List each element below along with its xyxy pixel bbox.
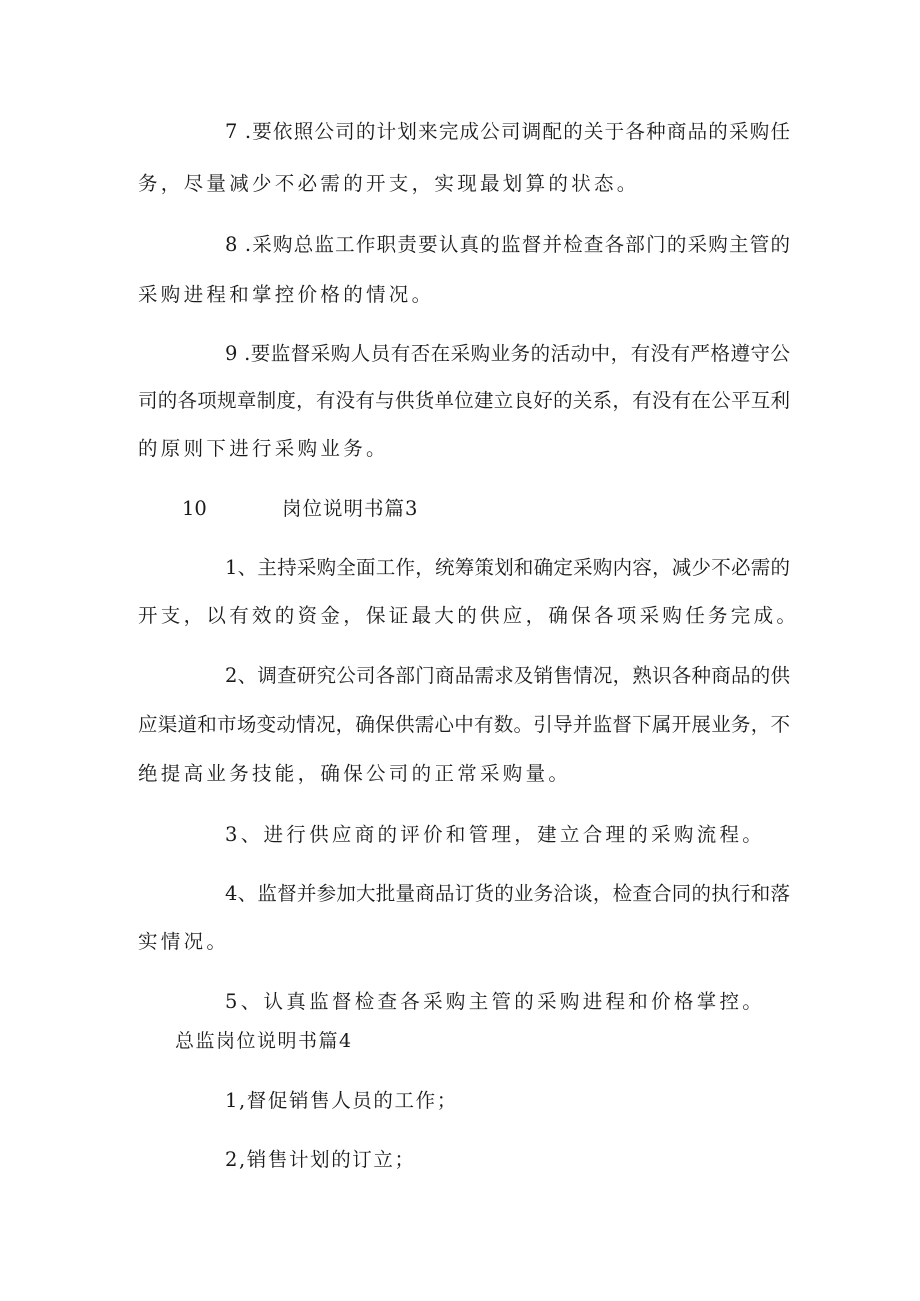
section-3-para-5-line-1: 5、认真监督检查各采购主管的采购进程和价格掌控。 xyxy=(225,990,766,1013)
section-3-para-4-line-1: 4、监督并参加大批量商品订货的业务洽谈，检查合同的执行和落 xyxy=(225,882,790,905)
section-3-para-2-line-3: 绝提高业务技能，确保公司的正常采购量。 xyxy=(138,762,572,785)
item-9-line-3: 的原则下进行采购业务。 xyxy=(138,437,389,460)
section-3-para-4-line-2: 实情况。 xyxy=(138,930,230,953)
section-3-title: 岗位说明书篇3 xyxy=(282,497,419,520)
section-3-number: 10 xyxy=(182,497,207,520)
section-3-para-3-line-1: 3、进行供应商的评价和管理，建立合理的采购流程。 xyxy=(225,823,766,846)
section-3-para-2-line-2: 应渠道和市场变动情况，确保供需心中有数。引导并监督下属开展业务，不 xyxy=(138,713,790,736)
section-4-item-1: 1,督促销售人员的工作； xyxy=(225,1089,458,1112)
item-8-line-1: 8 .采购总监工作职责要认真的监督并检查各部门的采购主管的 xyxy=(225,233,790,256)
item-9-line-2: 司的各项规章制度，有没有与供货单位建立良好的关系，有没有在公平互利 xyxy=(138,389,790,412)
section-3-para-1-line-1: 1、主持采购全面工作，统筹策划和确定采购内容，减少不必需的 xyxy=(225,556,790,579)
item-8-line-2: 采购进程和掌控价格的情况。 xyxy=(138,283,435,306)
section-4-item-2: 2,销售计划的订立； xyxy=(225,1148,416,1171)
item-7-line-1: 7 .要依照公司的计划来完成公司调配的关于各种商品的采购任 xyxy=(225,120,790,143)
section-3-para-1-line-2: 开支，以有效的资金，保证最大的供应，确保各项采购任务完成。 xyxy=(138,604,800,627)
section-4-title: 总监岗位说明书篇4 xyxy=(175,1030,353,1052)
section-3-para-2-line-1: 2、调查研究公司各部门商品需求及销售情况，熟识各种商品的供 xyxy=(225,664,790,687)
item-7-line-2: 务，尽量减少不必需的开支，实现最划算的状态。 xyxy=(138,172,640,195)
item-9-line-1: 9 .要监督采购人员有否在采购业务的活动中，有没有严格遵守公 xyxy=(225,342,790,365)
